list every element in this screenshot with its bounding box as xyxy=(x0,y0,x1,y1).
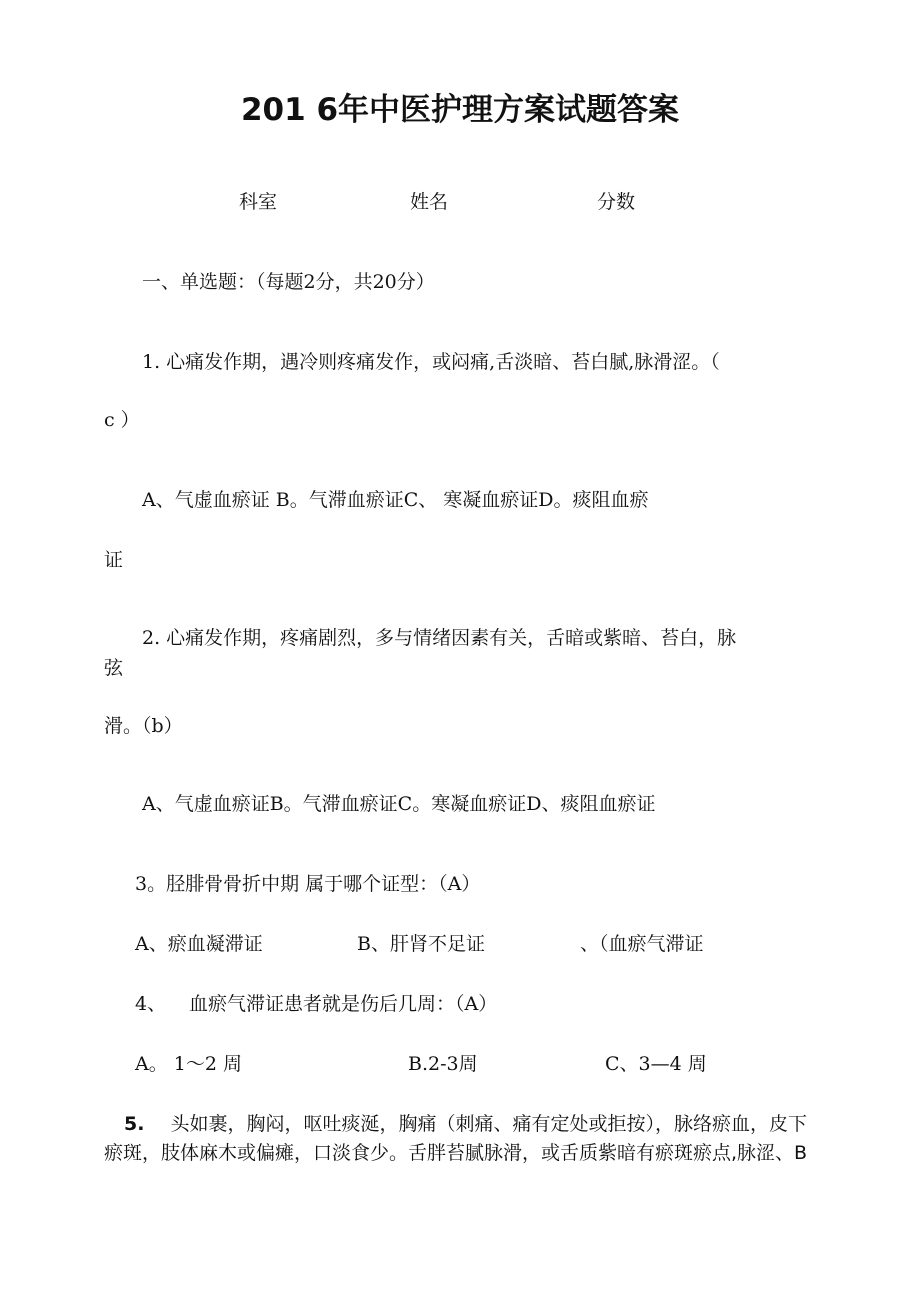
question-4-option-b: B.2-3周 xyxy=(408,1053,478,1075)
question-1-options: A、气虚血瘀证 B。气滞血瘀证C、 寒凝血瘀证D。痰阻血瘀 xyxy=(142,489,649,511)
question-3-option-a: A、瘀血凝滞证 xyxy=(135,933,263,955)
question-1-stem: 1. 心痛发作期，遇冷则疼痛发作，或闷痛,舌淡暗、苔白腻,脉滑涩。（ xyxy=(142,351,720,373)
question-5 xyxy=(104,1110,820,1168)
question-3-option-b: B、肝肾不足证 xyxy=(357,933,485,955)
question-2-options: A、气虚血瘀证B。气滞血瘀证C。寒凝血瘀证D、痰阻血瘀证 xyxy=(142,793,656,815)
question-5-number: 5. xyxy=(124,1113,145,1135)
document-title: 201 6年中医护理方案试题答案 xyxy=(240,92,680,128)
question-1-options-cont: 证 xyxy=(104,549,124,571)
question-1-answer: c ） xyxy=(104,409,140,431)
question-2-answer: 滑。（b） xyxy=(104,715,183,737)
question-4-number: 4、 xyxy=(135,993,167,1015)
question-3-option-c: 、（血瘀气滞证 xyxy=(580,933,704,955)
question-5-text: 头如裹，胸闷，呕吐痰涎，胸痛（刺痛、痛有定处或拒按），脉络瘀血，皮下瘀斑，肢体麻木或偏瘫，口淡食少。舌胖苔腻脉滑，或舌质紫暗有瘀斑瘀点,脉涩、B xyxy=(104,1113,808,1164)
section-heading: 一、单选题：（每题2分，共20分） xyxy=(142,271,435,293)
name-label: 姓名 xyxy=(410,191,449,213)
question-3-stem: 3。胫腓骨骨折中期 属于哪个证型：（A） xyxy=(135,873,481,895)
question-4-option-a: A。 1〜2 周 xyxy=(135,1053,242,1075)
question-4-stem: 血瘀气滞证患者就是伤后几周：（A） xyxy=(189,993,498,1015)
score-label: 分数 xyxy=(597,191,636,213)
question-2-stem: 2. 心痛发作期，疼痛剧烈，多与情绪因素有关，舌暗或紫暗、苔白，脉 xyxy=(142,627,737,649)
question-2-stem-cont: 弦 xyxy=(104,657,124,679)
question-4-option-c: C、3—4 周 xyxy=(605,1053,707,1075)
department-label: 科室 xyxy=(239,191,278,213)
